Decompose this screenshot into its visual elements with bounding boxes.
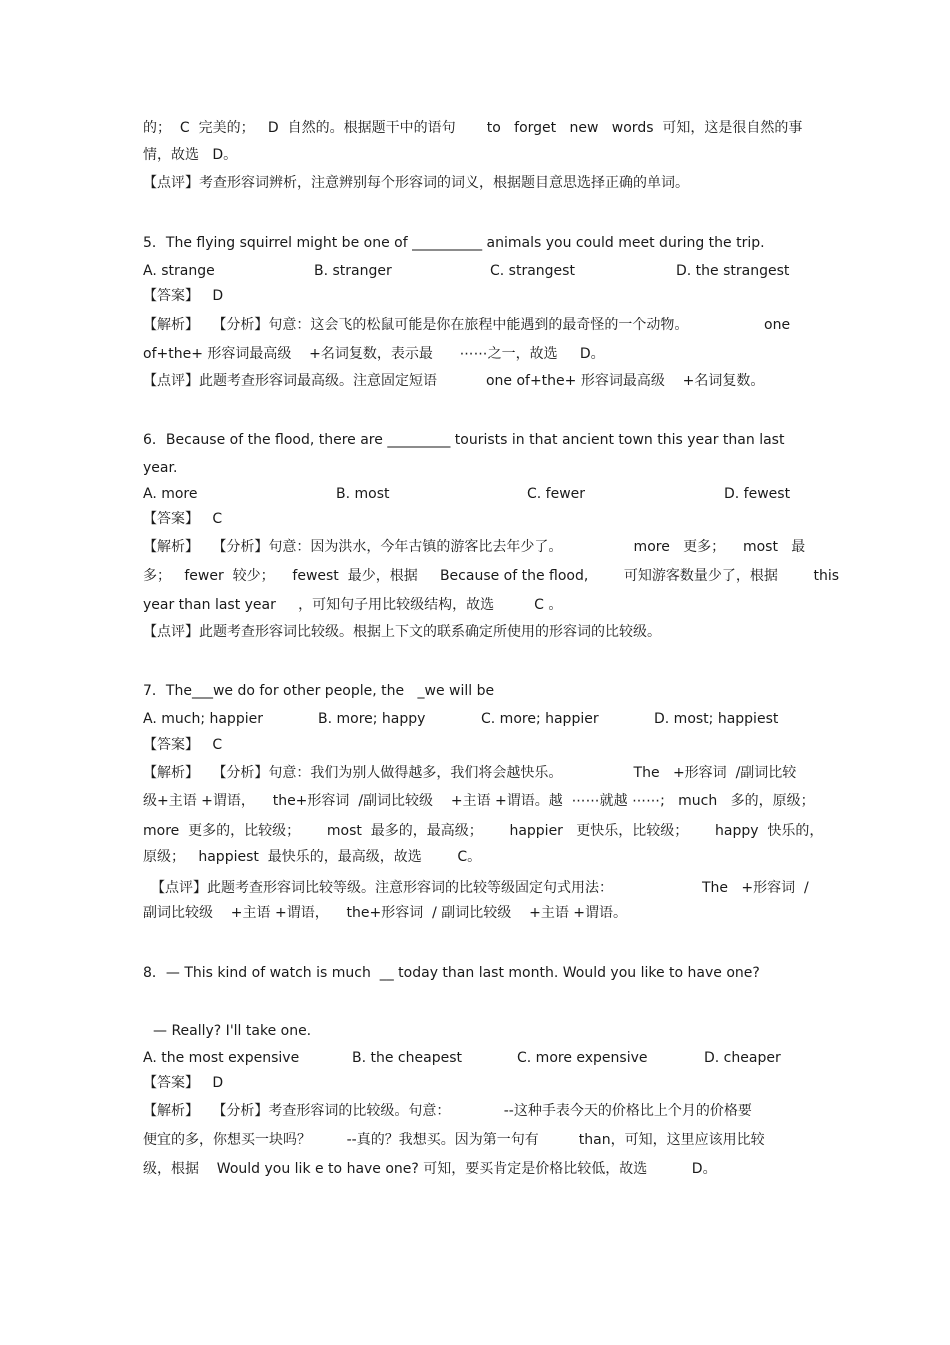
q7-analysis-line2: 级+主语 +谓语， the+形容词 /副词比较级 +主语 +谓语。越 ⋯⋯就越 ⋯⋯; much 多的，原级；: [143, 793, 815, 809]
q7-option-d: D. most; happiest: [654, 711, 779, 727]
q6-option-a: A. more: [143, 486, 198, 502]
prev-analysis-line2: 情，故选 D。: [143, 147, 238, 163]
q7-answer: 【答案】 C: [143, 737, 223, 753]
q7-comment-line2: 副词比较级 +主语 +谓语， the+形容词 / 副词比较级 +主语 +谓语。: [143, 905, 627, 921]
q6-option-d: D. fewest: [724, 486, 791, 502]
q8-option-b: B. the cheapest: [352, 1050, 462, 1066]
q5-option-b: B. stranger: [314, 263, 392, 279]
q8-option-c: C. more expensive: [517, 1050, 648, 1066]
q5-option-d: D. the strangest: [676, 263, 790, 279]
q8-stem-line1: 8．— This kind of watch is much __ today than last month. Would you like to have one?: [143, 965, 760, 981]
q6-option-b: B. most: [336, 486, 390, 502]
q7-option-a: A. much; happier: [143, 711, 263, 727]
q5-answer: 【答案】 D: [143, 288, 224, 304]
q5-analysis-line2: of+the+ 形容词最高级 +名词复数，表示最 ⋯⋯之一，故选 D。: [143, 346, 605, 362]
q6-analysis-line3: year than last year ，可知句子用比较级结构，故选 C 。: [143, 597, 563, 613]
prev-analysis-line1: 的； C 完美的； D 自然的。根据题干中的语句 to forget new words 可知，这是很自然的事: [143, 120, 803, 136]
q6-stem-line2: year.: [143, 460, 178, 476]
q7-analysis-line3: more 更多的，比较级； most 最多的，最高级； happier 更快乐，比较级； happy 快乐的，: [143, 823, 824, 839]
q5-option-c: C. strangest: [490, 263, 575, 279]
q5-comment: 【点评】此题考查形容词最高级。注意固定短语 one of+the+ 形容词最高级 +名词复数。: [143, 373, 765, 389]
q8-option-a: A. the most expensive: [143, 1050, 300, 1066]
q7-option-b: B. more; happy: [318, 711, 426, 727]
q8-analysis-line2: 便宜的多，你想买一块吗？ --真的？我想买。因为第一句有 than，可知，这里应该用比较: [143, 1132, 765, 1148]
q8-option-d: D. cheaper: [704, 1050, 781, 1066]
q7-analysis-line4: 原级； happiest 最快乐的，最高级，故选 C。: [143, 849, 482, 865]
q7-comment-line1: 【点评】此题考查形容词比较等级。注意形容词的比较等级固定句式用法： The +形容词 /: [151, 880, 809, 896]
q5-stem: 5．The flying squirrel might be one of __________ animals you could meet during the trip.: [143, 235, 765, 251]
q5-analysis-line1: 【解析】 【分析】句意：这会飞的松鼠可能是你在旅程中能遇到的最奇怪的一个动物。 one: [143, 317, 791, 333]
q8-analysis-line3: 级，根据 Would you lik e to have one? 可知，要买肯定是价格比较低，故选 D。: [143, 1161, 717, 1177]
q6-analysis-line1: 【解析】 【分析】句意：因为洪水，今年古镇的游客比去年少了。 more 更多； most 最: [143, 539, 806, 555]
q8-stem-line2: — Really? I'll take one.: [153, 1023, 312, 1039]
q5-option-a: A. strange: [143, 263, 215, 279]
q6-stem-line1: 6．Because of the flood, there are _________ tourists in that ancient town this year than last: [143, 432, 785, 448]
q6-option-c: C. fewer: [527, 486, 586, 502]
q6-answer: 【答案】 C: [143, 511, 223, 527]
q7-stem: 7．The___we do for other people, the _we will be: [143, 683, 495, 699]
q7-option-c: C. more; happier: [481, 711, 599, 727]
q6-comment: 【点评】此题考查形容词比较级。根据上下文的联系确定所使用的形容词的比较级。: [143, 624, 661, 640]
q6-analysis-line2: 多； fewer 较少； fewest 最少，根据 Because of the flood, 可知游客数量少了，根据 this: [143, 568, 840, 584]
prev-comment: 【点评】考查形容词辨析，注意辨别每个形容词的词义，根据题目意思选择正确的单词。: [143, 175, 689, 191]
q7-analysis-line1: 【解析】 【分析】句意：我们为别人做得越多，我们将会越快乐。 The +形容词 /副词比较: [143, 765, 797, 781]
q8-answer: 【答案】 D: [143, 1075, 224, 1091]
q8-analysis-line1: 【解析】 【分析】考查形容词的比较级。句意： --这种手表今天的价格比上个月的价格要: [143, 1103, 752, 1119]
